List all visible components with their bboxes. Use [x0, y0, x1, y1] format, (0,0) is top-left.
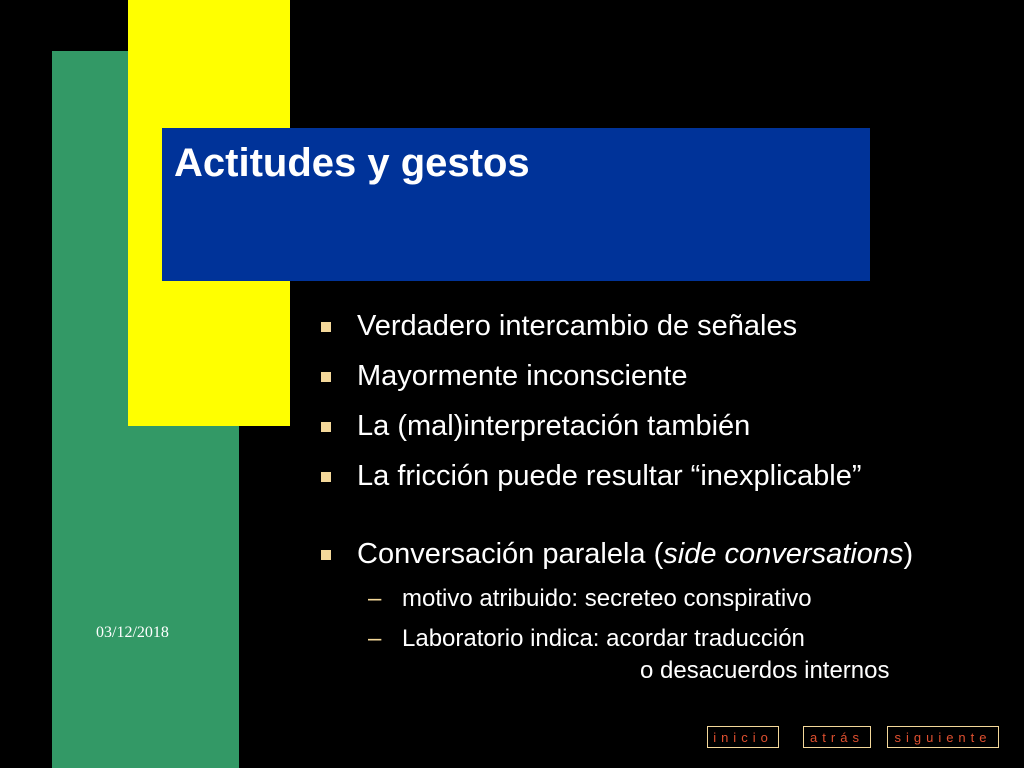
- slide-date: 03/12/2018: [96, 624, 169, 641]
- nav-inicio-button[interactable]: inicio: [707, 726, 779, 748]
- dash-icon: –: [368, 625, 382, 652]
- square-bullet-icon: [321, 472, 331, 482]
- nav-atras-button[interactable]: atrás: [803, 726, 871, 748]
- square-bullet-icon: [321, 550, 331, 560]
- square-bullet-icon: [321, 422, 331, 432]
- bullet-list: [318, 306, 1018, 696]
- bullet-text: La fricción puede resultar “inexplicable”: [357, 460, 862, 492]
- square-bullet-icon: [321, 372, 331, 382]
- bullet-text: Verdadero intercambio de señales: [357, 310, 798, 342]
- sub-bullet-text: Laboratorio indica: acordar traducción: [402, 625, 805, 652]
- square-bullet-icon: [321, 322, 331, 332]
- sub-bullet-text: motivo atribuido: secreteo conspirativo: [402, 585, 812, 612]
- bullet-item: [318, 456, 1018, 496]
- bullet-text-prefix: Conversación paralela (: [357, 538, 664, 570]
- bullet-item: [318, 356, 1018, 396]
- nav-siguiente-button[interactable]: siguiente: [887, 726, 999, 748]
- slide-title: Actitudes y gestos: [174, 141, 530, 185]
- bullet-item: [318, 406, 1018, 446]
- sub-bullet-continuation: o desacuerdos internos: [640, 657, 890, 684]
- bullet-text-suffix: ): [903, 538, 914, 570]
- title-box: [162, 128, 870, 281]
- bullet-item-conversation: [318, 534, 1018, 574]
- dash-icon: –: [368, 585, 382, 612]
- bullet-text-emphasis: side conversations: [663, 538, 904, 570]
- sub-bullet-item: [318, 584, 1018, 614]
- bullet-item: [318, 306, 1018, 346]
- bullet-text: Mayormente inconsciente: [357, 360, 688, 392]
- bullet-text: La (mal)interpretación también: [357, 410, 751, 442]
- sub-bullet-item: [318, 624, 1018, 686]
